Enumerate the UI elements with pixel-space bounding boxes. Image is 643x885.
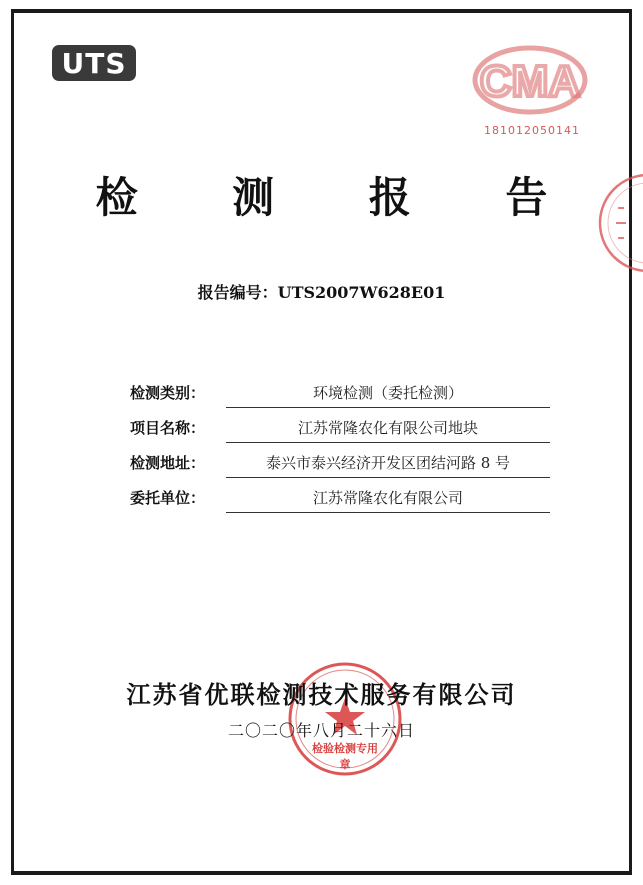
cma-number: 181012050141 [484, 124, 580, 137]
field-label: 检测地址： [130, 454, 206, 472]
uts-logo [52, 45, 136, 81]
field-row [130, 411, 550, 446]
field-value: 江苏常隆农化有限公司 [312, 489, 463, 507]
field-underline [226, 512, 550, 513]
field-underline [226, 407, 550, 408]
report-number [0, 280, 643, 303]
field-label: 检测类别： [130, 384, 206, 402]
page-title: 检 测 报 告 [95, 173, 588, 222]
field-underline [226, 442, 550, 443]
field-label: 委托单位： [130, 489, 206, 507]
field-underline [226, 477, 550, 478]
field-row [130, 481, 550, 516]
field-row [130, 446, 550, 481]
field-value: 环境检测（委托检测） [312, 384, 463, 402]
info-table [130, 376, 550, 516]
issuing-company: 江苏省优联检测技术服务有限公司 [126, 681, 517, 709]
report-number-value: UTS2007W628E01 [277, 283, 446, 302]
field-row [130, 376, 550, 411]
field-label: 项目名称： [130, 419, 206, 437]
seal-text: 检验检测专用章 [312, 742, 378, 771]
report-number-label: 报告编号： [197, 283, 278, 302]
logo-text: UTS [61, 46, 127, 80]
field-value: 泰兴市泰兴经济开发区团结河路 8 号 [265, 454, 511, 472]
field-value: 江苏常隆农化有限公司地块 [297, 419, 478, 437]
svg-text:CMA: CMA [479, 57, 581, 106]
issue-date: 二〇二〇年八月二十六日 [227, 721, 415, 740]
